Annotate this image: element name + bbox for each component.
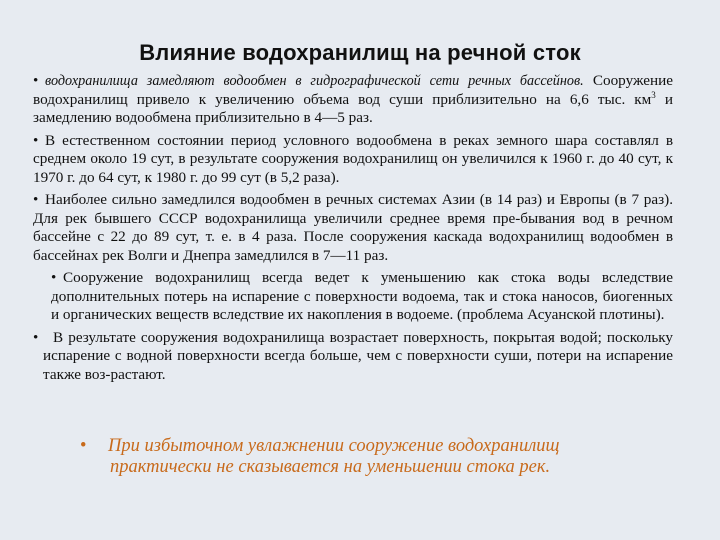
- paragraph-4-text: Сооружение водохранилищ всегда ведет к уменьшению как стока воды вследствие дополнительных потерь на испарение с поверхности водоема, так и стока наносов, биогенных и органических веществ вследствие их накопления в водоеме. (проблема Асуанской плотины).: [51, 269, 673, 323]
- paragraph-5: [33, 329, 673, 385]
- superscript: 3: [651, 89, 656, 100]
- paragraph-1: [33, 72, 673, 128]
- conclusion: [80, 436, 680, 478]
- bullet-icon: •: [51, 269, 57, 286]
- bullet-icon: •: [33, 72, 39, 89]
- slide-title: Влияние водохранилищ на речной сток: [139, 40, 581, 65]
- paragraph-2: [33, 132, 673, 188]
- paragraph-3: [33, 191, 673, 265]
- paragraph-3-text: Наиболее сильно замедлился водообмен в речных системах Азии (в 14 раз) и Европы (в 7 раз). Для рек бывшего СССР водохранилища увеличили среднее время пре-бывания вод в речном бассейне с 22 до 89 сут, т. е. в 4 раза. После сооружения каскада водохранилищ водообмен в бассейнах рек Волги и Днепра замедлился в 7—11 раз.: [33, 191, 673, 264]
- paragraph-1-lead: водохранилища замедляют водообмен в гидрографической сети речных бассейнов.: [45, 73, 584, 89]
- paragraph-1-text-a: Сооружение водохранилищ привело к увеличению объема вод суши приблизительно на 6,6 тыс. км: [33, 72, 673, 108]
- conclusion-line-1: При избыточном увлажнении сооружение водохранилищ: [108, 436, 560, 456]
- bullet-icon: •: [33, 328, 39, 346]
- bullet-icon: •: [80, 436, 87, 456]
- bullet-icon: •: [33, 191, 39, 208]
- paragraph-1-text-b: и замедлению водообмена приблизительно в 4—5 раз.: [33, 90, 673, 126]
- conclusion-line-2: практически не сказывается на уменьшении стока рек.: [110, 457, 551, 477]
- slide-content: [33, 72, 673, 388]
- paragraph-4: [33, 269, 673, 325]
- paragraph-2-text: В естественном состоянии период условного водообмена в реках земного шара составлял в среднем около 19 сут, в результате сооружения водохранилищ он увеличился к 1960 г. до 40 сут, к 1970 г. до 64 сут, к 1980 г. до 99 сут (в 5,2 раза).: [33, 131, 673, 186]
- bullet-icon: •: [33, 131, 39, 149]
- paragraph-5-text: В результате сооружения водохранилища возрастает поверхность, покрытая водой; поскольку испарение с водной поверхности всегда больше, чем с поверхности суши, потери на испарение также воз-растают.: [43, 328, 673, 383]
